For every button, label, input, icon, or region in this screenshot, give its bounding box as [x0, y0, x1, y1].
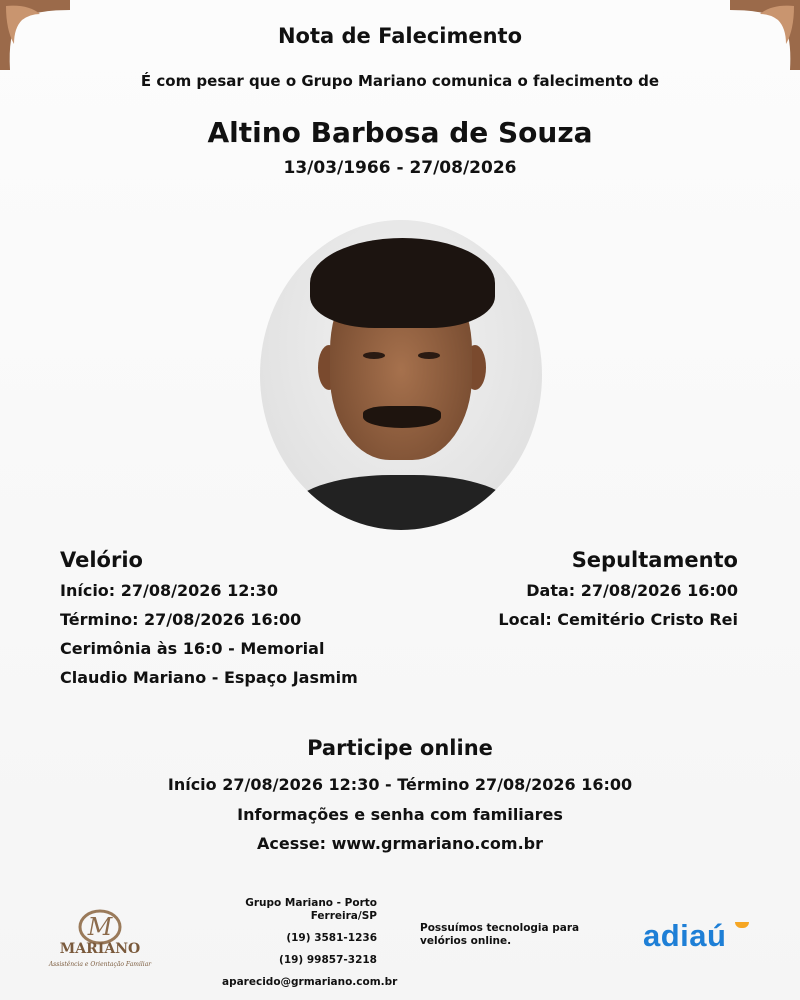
adiau-accent-icon — [735, 922, 749, 928]
online-link[interactable]: Acesse: www.grmariano.com.br — [257, 834, 543, 853]
phone-1[interactable]: (19) 3581-1236 — [286, 932, 377, 944]
velorio-inicio: Início: 27/08/2026 12:30 — [60, 581, 279, 600]
intro-text: É com pesar que o Grupo Mariano comunica o falecimento de — [140, 72, 660, 90]
logo-text: MARIANO — [59, 941, 141, 957]
company-name: Grupo Mariano - Porto Ferreira/SP — [245, 897, 377, 922]
online-info: Informações e senha com familiares — [237, 805, 563, 824]
sepultamento-section — [498, 548, 738, 634]
contact-block — [222, 897, 398, 998]
velorio-heading: Velório — [60, 548, 143, 572]
email-link[interactable]: aparecido@grmariano.com.br — [222, 976, 398, 988]
online-period: Início 27/08/2026 12:30 - Término 27/08/2026 16:00 — [167, 775, 633, 794]
sepultamento-local: Local: Cemitério Cristo Rei — [498, 610, 738, 629]
deceased-photo — [260, 220, 542, 530]
sepultamento-data: Data: 27/08/2026 16:00 — [526, 581, 738, 600]
logo-subtitle: Assistência e Orientação Familiar — [48, 961, 152, 968]
deceased-name: Altino Barbosa de Souza — [207, 116, 593, 149]
sepultamento-heading: Sepultamento — [571, 548, 738, 572]
photo-mustache — [363, 406, 441, 428]
tech-note: Possuímos tecnologia para velórios online. — [420, 922, 580, 947]
velorio-section — [60, 548, 358, 692]
adiau-logo: adiaú — [643, 918, 727, 953]
svg-text:M: M — [87, 913, 113, 941]
online-heading: Participe online — [307, 736, 493, 760]
phone-2[interactable]: (19) 99857-3218 — [279, 954, 377, 966]
photo-eye — [363, 352, 385, 359]
velorio-termino: Término: 27/08/2026 16:00 — [60, 610, 302, 629]
photo-hair — [310, 238, 495, 328]
page-title: Nota de Falecimento — [277, 24, 523, 48]
photo-eye — [418, 352, 440, 359]
velorio-local: Claudio Mariano - Espaço Jasmim — [60, 668, 358, 687]
life-dates: 13/03/1966 - 27/08/2026 — [283, 158, 517, 178]
velorio-cerimonia: Cerimônia às 16:0 - Memorial — [60, 639, 325, 658]
mariano-logo — [45, 905, 155, 970]
photo-shirt — [290, 475, 515, 530]
